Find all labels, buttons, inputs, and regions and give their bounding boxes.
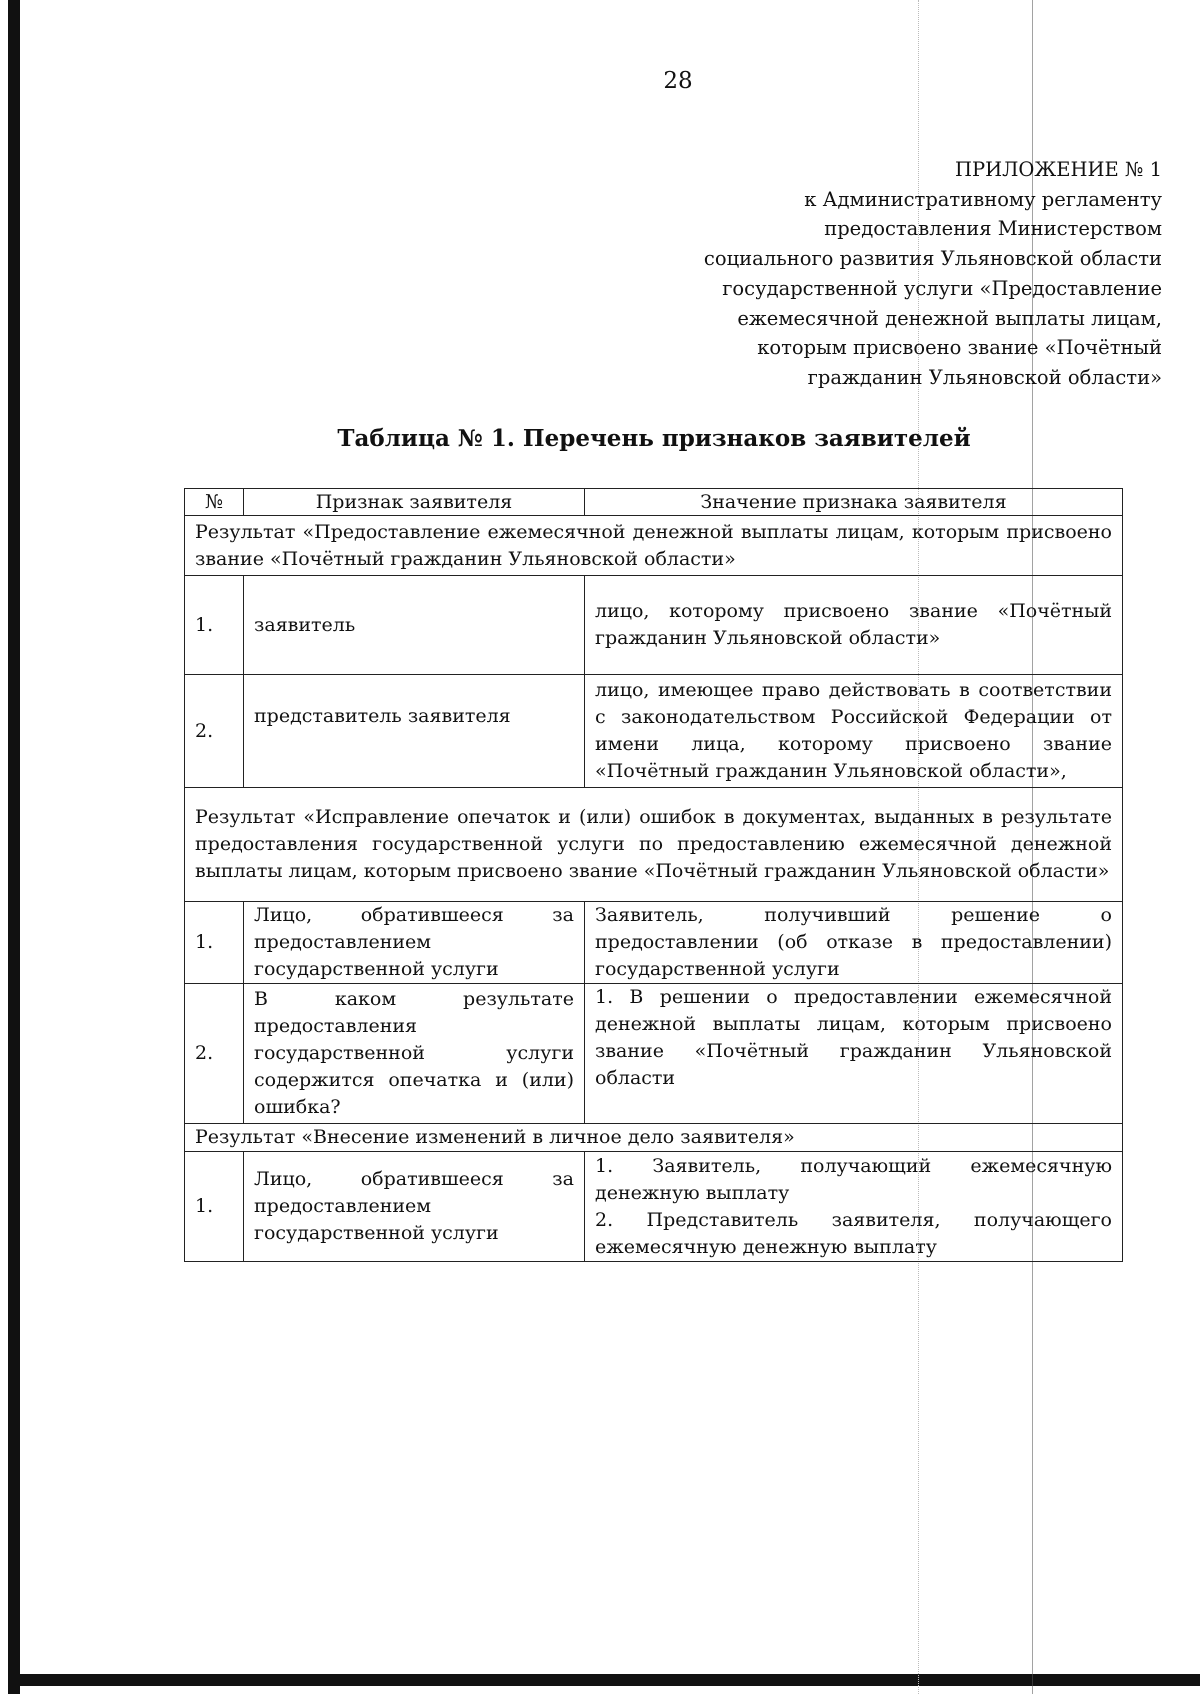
section-row [185, 788, 1123, 902]
value-list-item: 1. Заявитель, получающий ежемесячную денежную выплату [595, 1154, 1112, 1204]
row-value: Заявитель, получивший решение о предоставлении (об отказе в предоставлении) государственной услуги [585, 902, 1123, 984]
section-row [185, 516, 1123, 576]
table-row [185, 984, 1123, 1124]
row-sign: заявитель [244, 576, 585, 675]
appendix-line: ПРИЛОЖЕНИЕ № 1 [954, 158, 1162, 181]
table-row [185, 675, 1123, 788]
row-number: 1. [185, 1152, 244, 1262]
row-value: лицо, имеющее право действовать в соответствии с законодательством Российской Федерации от имени лица, которому присвоено звание «Почётный гражданин Ульяновской области», [585, 675, 1123, 788]
appendix-line: гражданин Ульяновской области» [807, 365, 1162, 389]
appendix-block [704, 155, 1162, 393]
row-value-list [585, 1152, 1123, 1262]
row-sign: представитель заявителя [244, 675, 585, 788]
appendix-line: социального развития Ульяновской области [703, 247, 1162, 271]
appendix-line: ежемесячной денежной выплаты лицам, [737, 306, 1162, 330]
row-sign: В каком результате предоставления государственной услуги содержится опечатка и (или) ошибка? [244, 984, 585, 1124]
appendix-line: к Административному регламенту [804, 187, 1162, 211]
scan-left-border [8, 0, 20, 1694]
section-title: Результат «Предоставление ежемесячной денежной выплаты лицам, которым присвоено звание «Почётный гражданин Ульяновской области» [185, 516, 1123, 576]
row-value: лицо, которому присвоено звание «Почётный гражданин Ульяновской области» [585, 576, 1123, 675]
applicant-signs-table [184, 488, 1123, 1262]
row-number: 1. [185, 576, 244, 675]
table-row [185, 576, 1123, 675]
header-sign: Признак заявителя [244, 489, 585, 516]
row-sign: Лицо, обратившееся за предоставлением государственной услуги [244, 1152, 585, 1262]
header-value: Значение признака заявителя [585, 489, 1123, 516]
header-number: № [185, 489, 244, 516]
row-number: 2. [185, 675, 244, 788]
value-list-item: 2. Представитель заявителя, получающего ежемесячную денежную выплату [595, 1208, 1112, 1258]
table-title: Таблица № 1. Перечень признаков заявителей [337, 425, 971, 452]
page-number: 28 [663, 68, 693, 94]
table-header-row [185, 489, 1123, 516]
row-number: 1. [185, 902, 244, 984]
appendix-line: предоставления Министерством [824, 217, 1162, 241]
section-title: Результат «Внесение изменений в личное дело заявителя» [185, 1124, 1123, 1152]
appendix-line: государственной услуги «Предоставление [722, 276, 1162, 300]
table-row [185, 1152, 1123, 1262]
scan-bottom-border [8, 1674, 1200, 1686]
section-row [185, 1124, 1123, 1152]
appendix-line: которым присвоено звание «Почётный [757, 336, 1162, 360]
table-row [185, 902, 1123, 984]
row-value: 1. В решении о предоставлении ежемесячной денежной выплаты лицам, которым присвоено звание «Почётный гражданин Ульяновской области [585, 984, 1123, 1124]
row-number: 2. [185, 984, 244, 1124]
section-title: Результат «Исправление опечаток и (или) ошибок в документах, выданных в результате предоставления государственной услуги по предоставлению ежемесячной денежной выплаты лицам, которым присвоено звание «Почётный гражданин Ульяновской области» [185, 788, 1123, 902]
row-sign: Лицо, обратившееся за предоставлением государственной услуги [244, 902, 585, 984]
